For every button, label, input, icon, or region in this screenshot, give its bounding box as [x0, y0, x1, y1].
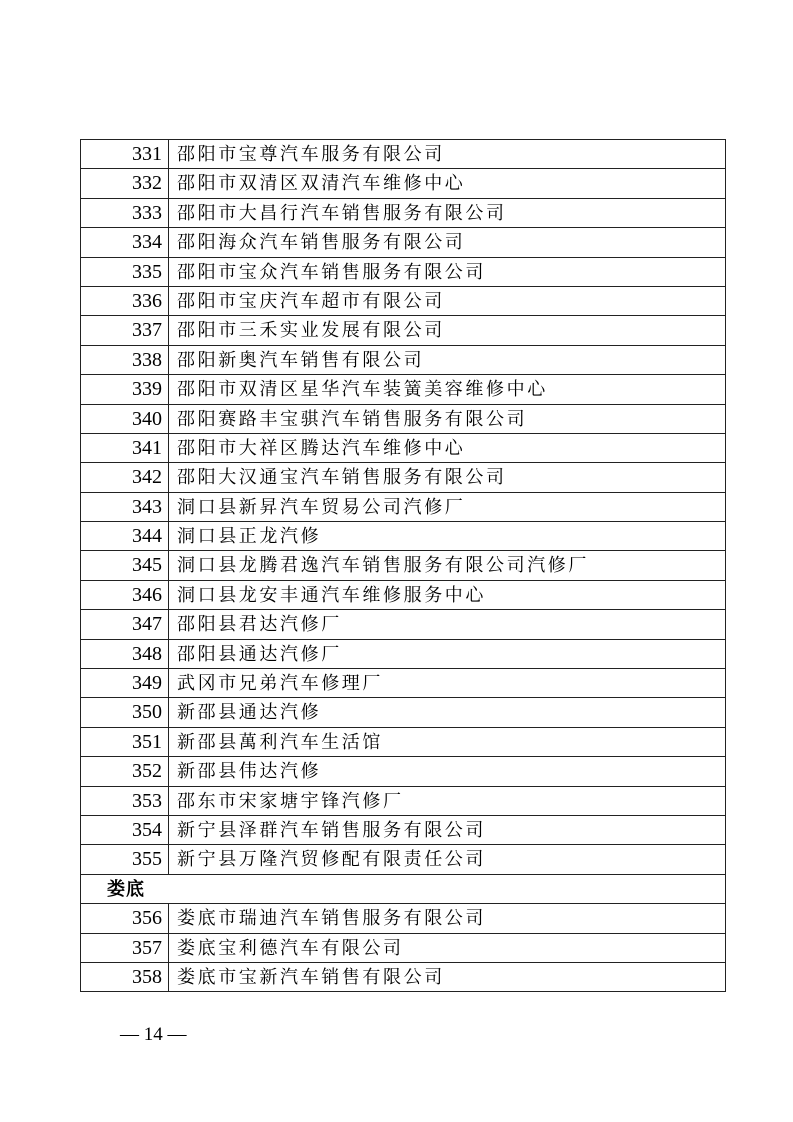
- row-number: 354: [81, 816, 169, 844]
- company-name: 武冈市兄弟汽车修理厂: [177, 673, 383, 695]
- company-name: 邵阳县君达汽修厂: [177, 614, 342, 636]
- row-number: 356: [81, 904, 169, 932]
- table-body-upper: [81, 140, 725, 875]
- row-number: 338: [81, 346, 169, 374]
- row-number: 342: [81, 463, 169, 491]
- row-number: 336: [81, 287, 169, 315]
- table-row: [81, 140, 725, 169]
- table-row: [81, 463, 725, 492]
- table-row: [81, 228, 725, 257]
- company-name: 邵阳市大祥区腾达汽车维修中心: [177, 437, 466, 459]
- table-row: [81, 640, 725, 669]
- row-number: 340: [81, 405, 169, 433]
- row-number: 350: [81, 698, 169, 726]
- table-row: [81, 698, 725, 727]
- row-number: 331: [81, 140, 169, 168]
- company-name: 邵东市宋家塘宇锋汽修厂: [177, 790, 404, 812]
- row-number: 357: [81, 934, 169, 962]
- table-row: [81, 757, 725, 786]
- company-table: [80, 139, 726, 992]
- company-name: 新邵县通达汽修: [177, 702, 322, 724]
- table-row: [81, 610, 725, 639]
- section-header-row: [81, 875, 725, 904]
- company-name: 新宁县泽群汽车销售服务有限公司: [177, 819, 486, 841]
- section-label: 娄底: [107, 878, 145, 900]
- row-number: 333: [81, 199, 169, 227]
- company-name: 邵阳大汉通宝汽车销售服务有限公司: [177, 467, 507, 489]
- table-row: [81, 669, 725, 698]
- table-row: [81, 522, 725, 551]
- company-name: 邵阳市双清区星华汽车装簧美容维修中心: [177, 379, 548, 401]
- table-row: [81, 493, 725, 522]
- row-number: 352: [81, 757, 169, 785]
- row-number: 346: [81, 581, 169, 609]
- company-name: 娄底市宝新汽车销售有限公司: [177, 966, 445, 988]
- company-name: 新宁县万隆汽贸修配有限责任公司: [177, 849, 486, 871]
- table-row: [81, 787, 725, 816]
- row-number: 351: [81, 728, 169, 756]
- page-number: — 14 —: [120, 1024, 187, 1045]
- row-number: 337: [81, 316, 169, 344]
- row-number: 334: [81, 228, 169, 256]
- table-row: [81, 169, 725, 198]
- row-number: 358: [81, 963, 169, 991]
- row-number: 353: [81, 787, 169, 815]
- company-name: 邵阳海众汽车销售服务有限公司: [177, 232, 466, 254]
- row-number: 332: [81, 169, 169, 197]
- table-row: [81, 405, 725, 434]
- company-name: 娄底市瑞迪汽车销售服务有限公司: [177, 908, 486, 930]
- company-name: 邵阳市三禾实业发展有限公司: [177, 320, 445, 342]
- table-row: [81, 346, 725, 375]
- table-row: [81, 963, 725, 992]
- table-row: [81, 816, 725, 845]
- table-row: [81, 287, 725, 316]
- company-name: 邵阳市宝庆汽车超市有限公司: [177, 290, 445, 312]
- table-row: [81, 551, 725, 580]
- row-number: 343: [81, 493, 169, 521]
- company-name: 洞口县龙安丰通汽车维修服务中心: [177, 584, 486, 606]
- company-name: 洞口县新昇汽车贸易公司汽修厂: [177, 496, 466, 518]
- row-number: 339: [81, 375, 169, 403]
- table-row: [81, 581, 725, 610]
- row-number: 335: [81, 258, 169, 286]
- table-row: [81, 316, 725, 345]
- table-row: [81, 904, 725, 933]
- row-number: 347: [81, 610, 169, 638]
- company-name: 新邵县伟达汽修: [177, 761, 322, 783]
- table-row: [81, 728, 725, 757]
- company-name: 邵阳新奥汽车销售有限公司: [177, 349, 425, 371]
- table-row: [81, 934, 725, 963]
- company-name: 邵阳市宝尊汽车服务有限公司: [177, 144, 445, 165]
- row-number: 345: [81, 551, 169, 579]
- company-name: 新邵县萬利汽车生活馆: [177, 731, 383, 753]
- company-name: 邵阳赛路丰宝骐汽车销售服务有限公司: [177, 408, 528, 430]
- company-name: 洞口县龙腾君逸汽车销售服务有限公司汽修厂: [177, 555, 589, 577]
- table-row: [81, 845, 725, 874]
- company-name: 邵阳县通达汽修厂: [177, 643, 342, 665]
- row-number: 344: [81, 522, 169, 550]
- company-name: 邵阳市宝众汽车销售服务有限公司: [177, 261, 486, 283]
- table-body-lower: [81, 904, 725, 992]
- row-number: 355: [81, 845, 169, 873]
- company-name: 邵阳市大昌行汽车销售服务有限公司: [177, 202, 507, 224]
- table-row: [81, 375, 725, 404]
- company-name: 娄底宝利德汽车有限公司: [177, 937, 404, 959]
- table-row: [81, 434, 725, 463]
- company-name: 邵阳市双清区双清汽车维修中心: [177, 173, 466, 195]
- row-number: 341: [81, 434, 169, 462]
- table-row: [81, 258, 725, 287]
- table-row: [81, 199, 725, 228]
- row-number: 349: [81, 669, 169, 697]
- company-name: 洞口县正龙汽修: [177, 526, 322, 548]
- row-number: 348: [81, 640, 169, 668]
